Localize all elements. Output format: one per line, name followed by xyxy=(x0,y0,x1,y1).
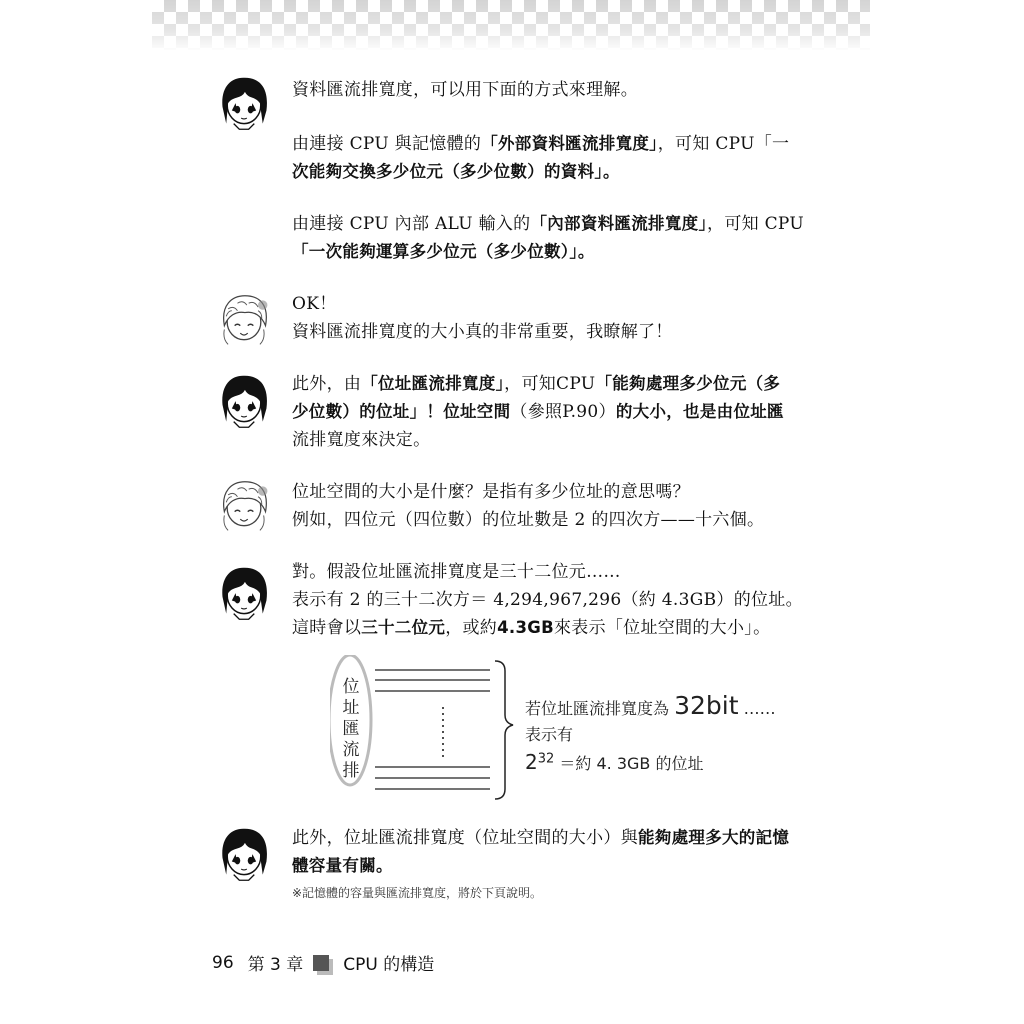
text: ，可知CPU xyxy=(504,374,596,394)
dialogue-paragraph xyxy=(292,210,812,266)
text-line xyxy=(292,478,812,506)
text-line xyxy=(292,506,812,534)
dialogue-paragraph xyxy=(292,130,812,186)
text-line xyxy=(292,614,812,642)
boy-character-avatar xyxy=(215,826,273,884)
text: 資料匯流排寬度，可以用下面的方式來理解。 xyxy=(292,80,638,100)
header-checker-band xyxy=(152,0,870,50)
dialogue-paragraph xyxy=(292,478,812,534)
page-footer xyxy=(212,950,434,975)
boy-character-avatar xyxy=(215,75,273,133)
dialogue-paragraph xyxy=(292,290,812,346)
bold-text: 的大小，也是由位址匯 xyxy=(615,402,784,421)
text: ，或約 xyxy=(445,618,498,638)
bold-text: 體容量有關。 xyxy=(292,856,393,875)
dialogue-paragraph xyxy=(292,558,812,642)
bold-text: 位址空間 xyxy=(443,402,511,421)
bold-text: 4.3GB xyxy=(497,618,554,637)
text: ，可知 CPU「一 xyxy=(657,134,790,154)
text-line xyxy=(292,238,812,266)
bold-text: 三十二位元 xyxy=(361,618,446,637)
bold-text: 少位數）的位址」！ xyxy=(292,402,444,421)
text-line xyxy=(292,158,812,186)
text-line xyxy=(292,558,812,586)
text: 流排寬度來決定。 xyxy=(292,430,431,450)
chapter-title: CPU 的構造 xyxy=(343,955,435,975)
text: 資料匯流排寬度的大小真的非常重要，我瞭解了！ xyxy=(292,322,673,342)
boy-character-avatar xyxy=(215,373,273,431)
diagram-text-width: 若位址匯流排寬度為 32bit …… xyxy=(525,691,776,720)
page-number: 96 xyxy=(212,952,234,973)
bold-text: 「外部資料匯流排寬度」 xyxy=(481,134,658,153)
dialogue-paragraph xyxy=(292,76,812,104)
text: 表示有 2 的三十二次方＝ 4,294,967,296（約 4.3GB）的位址。 xyxy=(292,590,803,610)
text-line xyxy=(292,370,812,398)
chapter-number: 第 3 章 xyxy=(247,955,304,975)
text: 此外，由 xyxy=(292,374,362,394)
dialogue-paragraph xyxy=(292,370,812,454)
bold-text: 「內部資料匯流排寬度」 xyxy=(530,214,708,233)
text: （參照P.90） xyxy=(510,402,616,422)
girl-character-avatar xyxy=(215,292,273,350)
text: 此外，位址匯流排寬度（位址空間的大小）與 xyxy=(292,828,638,848)
text-line xyxy=(292,426,812,454)
boy-character-avatar xyxy=(215,565,273,623)
bold-text: 「一次能夠運算多少位元（多少位數）」。 xyxy=(292,242,595,261)
text: 由連接 CPU 內部 ALU 輸入的 xyxy=(292,214,531,234)
text-line xyxy=(292,586,812,614)
bus-lines xyxy=(375,670,490,789)
text-line xyxy=(292,824,812,852)
text-line xyxy=(292,290,812,318)
girl-character-avatar xyxy=(215,478,273,536)
text-line xyxy=(292,398,812,426)
bold-text: 「能夠處理多少位元（多 xyxy=(595,374,781,393)
curly-brace xyxy=(495,661,513,799)
address-bus-diagram xyxy=(330,655,810,805)
text-line xyxy=(292,76,812,104)
text: 由連接 CPU 與記憶體的 xyxy=(292,134,482,154)
bold-text: 次能夠交換多少位元（多少位數）的資料」。 xyxy=(292,162,620,181)
text: OK！ xyxy=(292,294,337,314)
text: 例如，四位元（四位數）的位址數是 2 的四次方——十六個。 xyxy=(292,510,765,530)
bus-vertical-label: 位址匯流排 xyxy=(342,677,360,781)
text-line xyxy=(292,130,812,158)
text-line xyxy=(292,852,812,880)
text: 這時會以 xyxy=(292,618,362,638)
diagram-text-represents: 表示有 xyxy=(525,725,574,744)
footnote: ※記憶體的容量與匯流排寬度，將於下頁說明。 xyxy=(292,886,543,900)
text: ，可知 CPU xyxy=(707,214,804,234)
diagram-text-formula: $2^{32}$ ＝約 4. 3GB 的位址 xyxy=(525,750,704,774)
text: 位址空間的大小是什麼？是指有多少位址的意思嗎？ xyxy=(292,482,690,502)
text: 對。假設位址匯流排寬度是三十二位元…… xyxy=(292,562,621,582)
text-line xyxy=(292,210,812,238)
chapter-square-icon xyxy=(313,955,329,971)
text-line xyxy=(292,318,812,346)
dialogue-paragraph xyxy=(292,824,812,880)
text: 來表示「位址空間的大小」。 xyxy=(553,618,771,638)
bold-text: 「位址匯流排寬度」 xyxy=(361,374,505,393)
bold-text: 能夠處理多大的記憶 xyxy=(638,828,790,847)
